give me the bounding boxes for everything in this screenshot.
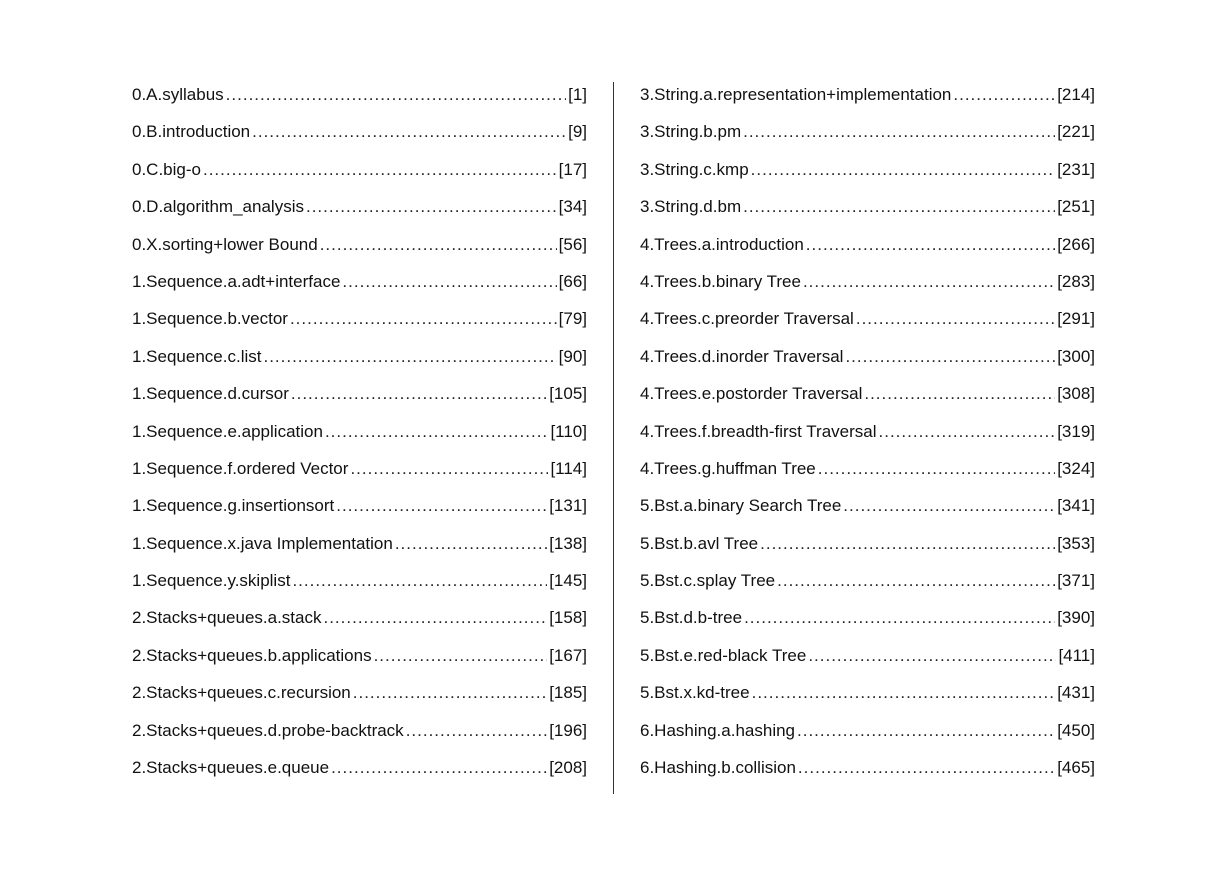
- toc-entry[interactable]: [132, 637, 587, 674]
- toc-entry-page-number: [231]: [1057, 159, 1095, 179]
- toc-entry-page-number: [266]: [1057, 234, 1095, 254]
- toc-entry[interactable]: [640, 113, 1095, 150]
- toc-dot-leader: [252, 113, 566, 150]
- toc-entry[interactable]: [640, 749, 1095, 786]
- toc-entry[interactable]: [132, 562, 587, 599]
- toc-entry-title: 6.Hashing.b.collision: [640, 758, 796, 778]
- toc-dot-leader: [803, 263, 1055, 300]
- toc-entry-page-number: [341]: [1057, 496, 1095, 516]
- toc-entry-page-number: [9]: [568, 122, 587, 142]
- toc-entry[interactable]: [132, 226, 587, 263]
- toc-dot-leader: [797, 712, 1055, 749]
- toc-entry-title: 3.String.a.representation+implementation: [640, 85, 952, 104]
- toc-entry[interactable]: [132, 188, 587, 225]
- toc-dot-leader: [331, 749, 547, 786]
- toc-entry-page-number: [1]: [568, 85, 587, 104]
- toc-entry-page-number: [34]: [558, 197, 587, 217]
- table-of-contents: [0, 76, 1228, 796]
- toc-dot-leader: [743, 188, 1055, 225]
- toc-entry[interactable]: [132, 413, 587, 450]
- column-divider: [613, 82, 614, 794]
- toc-entry-title: 0.X.sorting+lower Bound: [132, 234, 318, 254]
- toc-entry-page-number: [145]: [549, 571, 587, 591]
- toc-entry-title: 1.Sequence.y.skiplist: [132, 571, 291, 591]
- toc-dot-leader: [353, 674, 547, 711]
- toc-entry[interactable]: [640, 413, 1095, 450]
- toc-entry[interactable]: [640, 450, 1095, 487]
- toc-entry-page-number: [308]: [1057, 384, 1095, 404]
- toc-entry-title: 4.Trees.f.breadth-first Traversal: [640, 421, 877, 441]
- toc-dot-leader: [879, 413, 1056, 450]
- toc-entry-title: 0.C.big-o: [132, 159, 201, 179]
- toc-entry-title: 4.Trees.e.postorder Traversal: [640, 384, 863, 404]
- toc-dot-leader: [263, 338, 556, 375]
- toc-dot-leader: [336, 487, 547, 524]
- toc-entry[interactable]: [132, 749, 587, 786]
- toc-entry[interactable]: [640, 674, 1095, 711]
- toc-column-right: [640, 76, 1095, 786]
- toc-entry[interactable]: [132, 338, 587, 375]
- toc-entry-title: 4.Trees.a.introduction: [640, 234, 804, 254]
- toc-dot-leader: [323, 599, 547, 636]
- toc-entry-title: 3.String.b.pm: [640, 122, 742, 142]
- toc-dot-leader: [395, 525, 547, 562]
- toc-entry-page-number: [17]: [558, 159, 587, 179]
- toc-entry[interactable]: [132, 487, 587, 524]
- toc-dot-leader: [320, 226, 557, 263]
- toc-entry[interactable]: [132, 300, 587, 337]
- toc-entry[interactable]: [640, 487, 1095, 524]
- toc-entry-page-number: [319]: [1057, 421, 1095, 441]
- toc-dot-leader: [290, 300, 557, 337]
- toc-entry-page-number: [114]: [550, 458, 587, 478]
- toc-entry-page-number: [465]: [1057, 758, 1095, 778]
- toc-entry[interactable]: [640, 338, 1095, 375]
- toc-dot-leader: [864, 375, 1055, 412]
- toc-entry-page-number: [185]: [549, 683, 587, 703]
- toc-entry-page-number: [431]: [1057, 683, 1095, 703]
- toc-entry-title: 4.Trees.c.preorder Traversal: [640, 309, 854, 329]
- toc-entry-title: 4.Trees.b.binary Tree: [640, 271, 801, 291]
- toc-entry-page-number: [251]: [1057, 197, 1095, 217]
- toc-entry-title: 5.Bst.a.binary Search Tree: [640, 496, 842, 516]
- toc-entry-title: 0.B.introduction: [132, 122, 251, 142]
- toc-entry-page-number: [291]: [1057, 309, 1095, 329]
- toc-dot-leader: [856, 300, 1055, 337]
- toc-entry[interactable]: [640, 300, 1095, 337]
- toc-entry-page-number: [79]: [558, 309, 587, 329]
- toc-entry-title: 2.Stacks+queues.e.queue: [132, 758, 330, 778]
- toc-entry-title: 1.Sequence.a.adt+interface: [132, 271, 341, 291]
- toc-entry-title: 6.Hashing.a.hashing: [640, 720, 796, 740]
- toc-entry-page-number: [90]: [558, 346, 587, 366]
- toc-entry-page-number: [450]: [1057, 720, 1095, 740]
- toc-entry-title: 1.Sequence.d.cursor: [132, 384, 289, 404]
- toc-entry[interactable]: [132, 674, 587, 711]
- toc-column-left: [132, 76, 587, 786]
- toc-entry[interactable]: [132, 76, 587, 113]
- toc-dot-leader: [291, 375, 547, 412]
- toc-entry[interactable]: [640, 226, 1095, 263]
- toc-entry[interactable]: [132, 599, 587, 636]
- toc-dot-leader: [818, 450, 1055, 487]
- toc-entry-title: 0.A.syllabus: [132, 85, 224, 104]
- toc-dot-leader: [751, 151, 1056, 188]
- toc-entry-page-number: [56]: [558, 234, 587, 254]
- toc-entry-page-number: [411]: [1058, 645, 1095, 665]
- toc-entry-title: 5.Bst.d.b-tree: [640, 608, 743, 628]
- toc-dot-leader: [374, 637, 548, 674]
- toc-entry[interactable]: [640, 375, 1095, 412]
- toc-entry[interactable]: [640, 263, 1095, 300]
- toc-dot-leader: [203, 151, 557, 188]
- toc-entry-title: 5.Bst.c.splay Tree: [640, 571, 776, 591]
- toc-entry-title: 4.Trees.g.huffman Tree: [640, 458, 816, 478]
- toc-entry-page-number: [158]: [549, 608, 587, 628]
- toc-dot-leader: [342, 263, 556, 300]
- toc-entry[interactable]: [640, 562, 1095, 599]
- toc-entry-title: 2.Stacks+queues.a.stack: [132, 608, 322, 628]
- toc-entry-page-number: [221]: [1057, 122, 1095, 142]
- toc-entry-title: 2.Stacks+queues.c.recursion: [132, 683, 351, 703]
- toc-dot-leader: [744, 599, 1055, 636]
- toc-entry[interactable]: [640, 151, 1095, 188]
- toc-entry-title: 5.Bst.e.red-black Tree: [640, 645, 807, 665]
- toc-entry-page-number: [353]: [1057, 533, 1095, 553]
- toc-entry-title: 1.Sequence.c.list: [132, 346, 262, 366]
- toc-entry-title: 1.Sequence.g.insertionsort: [132, 496, 335, 516]
- toc-entry-title: 2.Stacks+queues.b.applications: [132, 645, 372, 665]
- toc-dot-leader: [777, 562, 1055, 599]
- toc-entry[interactable]: [640, 525, 1095, 562]
- toc-dot-leader: [325, 413, 549, 450]
- toc-entry-page-number: [371]: [1057, 571, 1095, 591]
- toc-entry[interactable]: [640, 188, 1095, 225]
- toc-entry-title: 5.Bst.x.kd-tree: [640, 683, 750, 703]
- toc-dot-leader: [350, 450, 548, 487]
- toc-dot-leader: [760, 525, 1055, 562]
- toc-entry-title: 1.Sequence.x.java Implementation: [132, 533, 393, 553]
- toc-entry-page-number: [214]: [1057, 85, 1095, 104]
- toc-entry-page-number: [283]: [1057, 271, 1095, 291]
- toc-entry-title: 4.Trees.d.inorder Traversal: [640, 346, 844, 366]
- toc-entry-title: 3.String.c.kmp: [640, 159, 749, 179]
- toc-dot-leader: [806, 226, 1055, 263]
- toc-entry-page-number: [138]: [549, 533, 587, 553]
- toc-dot-leader: [845, 338, 1055, 375]
- toc-entry[interactable]: [132, 450, 587, 487]
- toc-entry-title: 1.Sequence.b.vector: [132, 309, 288, 329]
- toc-entry-title: 1.Sequence.f.ordered Vector: [132, 458, 349, 478]
- toc-entry-title: 1.Sequence.e.application: [132, 421, 323, 441]
- toc-entry[interactable]: [640, 712, 1095, 749]
- toc-entry[interactable]: [132, 263, 587, 300]
- toc-entry-page-number: [105]: [549, 384, 587, 404]
- toc-entry-page-number: [196]: [549, 720, 587, 740]
- toc-entry-page-number: [324]: [1057, 458, 1095, 478]
- toc-entry[interactable]: [132, 712, 587, 749]
- toc-entry-title: 3.String.d.bm: [640, 197, 742, 217]
- toc-entry[interactable]: [640, 76, 1095, 113]
- toc-dot-leader: [226, 76, 566, 113]
- toc-entry-title: 0.D.algorithm_analysis: [132, 197, 304, 217]
- toc-entry-page-number: [167]: [549, 645, 587, 665]
- toc-dot-leader: [798, 749, 1055, 786]
- toc-entry-title: 2.Stacks+queues.d.probe-backtrack: [132, 720, 404, 740]
- toc-dot-leader: [953, 76, 1055, 113]
- toc-entry-page-number: [208]: [549, 758, 587, 778]
- toc-entry[interactable]: [640, 599, 1095, 636]
- toc-entry-page-number: [110]: [550, 421, 587, 441]
- toc-entry-page-number: [390]: [1057, 608, 1095, 628]
- toc-entry[interactable]: [132, 375, 587, 412]
- toc-entry[interactable]: [132, 151, 587, 188]
- toc-dot-leader: [743, 113, 1055, 150]
- toc-entry[interactable]: [132, 113, 587, 150]
- toc-entry[interactable]: [132, 525, 587, 562]
- toc-entry-page-number: [300]: [1057, 346, 1095, 366]
- toc-entry-title: 5.Bst.b.avl Tree: [640, 533, 759, 553]
- toc-entry[interactable]: [640, 637, 1095, 674]
- toc-entry-page-number: [66]: [558, 271, 587, 291]
- toc-dot-leader: [752, 674, 1056, 711]
- toc-dot-leader: [843, 487, 1055, 524]
- toc-dot-leader: [306, 188, 557, 225]
- toc-dot-leader: [292, 562, 547, 599]
- toc-dot-leader: [406, 712, 548, 749]
- toc-entry-page-number: [131]: [549, 496, 587, 516]
- toc-dot-leader: [808, 637, 1056, 674]
